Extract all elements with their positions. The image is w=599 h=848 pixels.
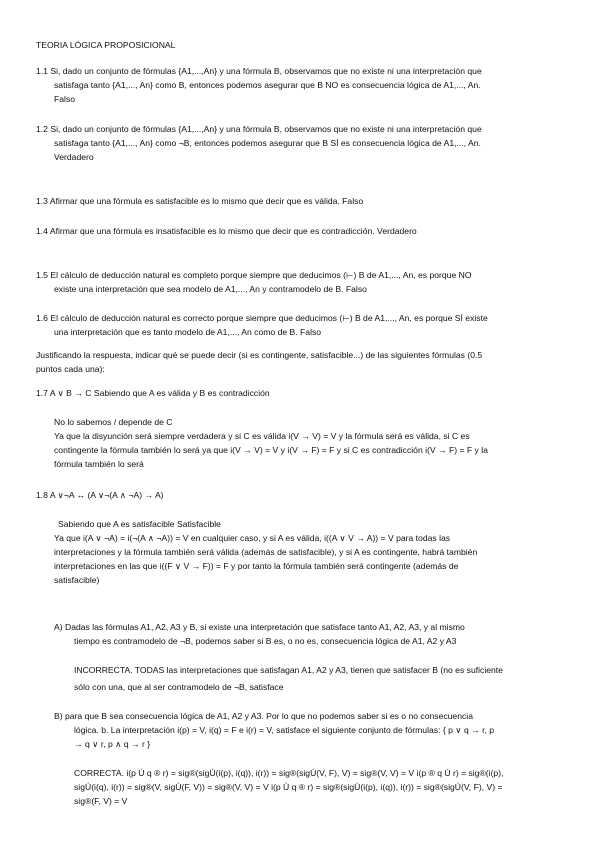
text-line: Sabiendo que A es satisfacible Satisfacible bbox=[58, 519, 221, 529]
text-line: 1.4 Afirmar que una fórmula es insatisfacible es lo mismo que decir que es contradicción. Verdadero bbox=[36, 226, 417, 236]
text-line: A) Dadas las fórmulas A1, A2, A3 y B, si existe una interpretación que satisface tanto A1, A2, A3, y al mismo bbox=[54, 622, 465, 632]
text-line: Justificando la respuesta, indicar qué se puede decir (si es contingente, satisfacible...) de las siguientes fórmulas (0.5 bbox=[36, 350, 483, 360]
text-line: INCORRECTA. TODAS las interpretaciones que satisfagan A1, A2 y A3, tienen que satisfacer B (no es suficiente bbox=[74, 665, 503, 675]
text-line: 1.3 Afirmar que una fórmula es satisfacible es lo mismo que decir que es válida. Falso bbox=[36, 196, 364, 206]
text-line: CORRECTA. i(p Ú q ® r) = sig®(sigÚ(i(p), i(q)), i(r)) = sig®(sigÚ(V, F), V) = sig®(V, V) = V i(p ® q Ú r) = sig®(i(p), bbox=[74, 768, 504, 778]
text-line: Falso bbox=[54, 94, 76, 104]
text-line: Ya que i(A ∨ ¬A) = i(¬(A ∧ ¬A)) = V en cualquier caso, y si A es válida, i((A ∨ V → A)) = V para todas las bbox=[54, 533, 451, 543]
text-line: interpretaciones y la fórmula también será válida (además de satisfacible), y si A es contingente, habrá también bbox=[54, 547, 478, 557]
text-line: satisfaga tanto {A1,..., An} como ¬B, entonces podemos asegurar que B SÍ es consecuencia lógica de A1,..., An. bbox=[54, 138, 481, 148]
text-line: Ya que la disyunción será siempre verdadera y si C es válida i(V → V) = V y la fórmula será es válida, si C es bbox=[54, 431, 470, 441]
text-line: sig®(F, V) = V bbox=[74, 796, 128, 806]
text-line: una interpretación que es tanto modelo de A1,..., An como de B. Falso bbox=[54, 327, 322, 337]
document-title: TEORIA LÓGICA PROPOSICIONAL bbox=[36, 40, 176, 50]
text-line: 1.5 El cálculo de deducción natural es completo porque siempre que deducimos (⊢) B de A1,..., An, es porque NO bbox=[36, 270, 472, 280]
text-line: tiempo es contramodelo de ¬B, podemos saber si B es, o no es, consecuencia lógica de A1, A2 y A3 bbox=[74, 636, 457, 646]
text-line: 1.2 Si, dado un conjunto de fórmulas {A1,...,An} y una fórmula B, observamos que no existe ni una interpretación que bbox=[36, 124, 482, 134]
text-line: fórmula también lo será bbox=[54, 459, 144, 469]
text-line: contingente la fórmula también lo será ya que i(V → V) = V y i(V → F) = F y si C es contradicción i(V → F) = F y la bbox=[54, 445, 488, 455]
text-line: interpretaciones en las que i((F ∨ V → F)) = F y por tanto la fórmula también será contingente (además de bbox=[54, 561, 459, 571]
text-line: → q ∨ r, p ∧ q → r } bbox=[74, 739, 151, 749]
text-line: puntos cada una): bbox=[36, 364, 105, 374]
text-line: sólo con una, que al ser contramodelo de ¬B, satisface bbox=[74, 682, 284, 692]
text-line: Verdadero bbox=[54, 152, 94, 162]
text-line: lógica. b. La interpretación i(p) = V, i(q) = F e i(r) = V, satisface el siguiente conjunto de fórmulas: { p ∨ q → r, p bbox=[74, 725, 495, 735]
text-line: existe una interpretación que sea modelo de A1,..., An y contramodelo de B. Falso bbox=[54, 284, 367, 294]
text-line: satisfacible) bbox=[54, 575, 100, 585]
text-line: satisfaga tanto {A1,..., An} como B, entonces podemos asegurar que B NO es consecuencia lógica de A1,..., An. bbox=[54, 80, 481, 90]
text-line: No lo sabemos / depende de C bbox=[54, 417, 173, 427]
text-line: 1.8 A ∨¬A ↔ (A ∨¬(A ∧ ¬A) → A) bbox=[36, 490, 164, 500]
text-line: 1.1 Si, dado un conjunto de fórmulas {A1,...,An} y una fórmula B, observamos que no existe ni una interpretación que bbox=[36, 66, 482, 76]
text-line: 1.7 A ∨ B → C Sabiendo que A es válida y B es contradicción bbox=[36, 388, 270, 398]
text-line: sigÚ(i(q), i(r)) = sig®(V, sigÚ(F, V)) = sig®(V, V) = V i(p Ù q ® r) = sig®(sigÙ(i(p), i(q)), i(r)) = sig®(sigÙ(V, F), V) = bbox=[74, 782, 503, 792]
text-line: B) para que B sea consecuencia lógica de A1, A2 y A3. Por lo que no podemos saber si es o no consecuencia bbox=[54, 711, 473, 721]
text-line: 1.6 El cálculo de deducción natural es correcto porque siempre que deducimos (⊢) B de A1,..., An, es porque SÍ existe bbox=[36, 313, 488, 323]
